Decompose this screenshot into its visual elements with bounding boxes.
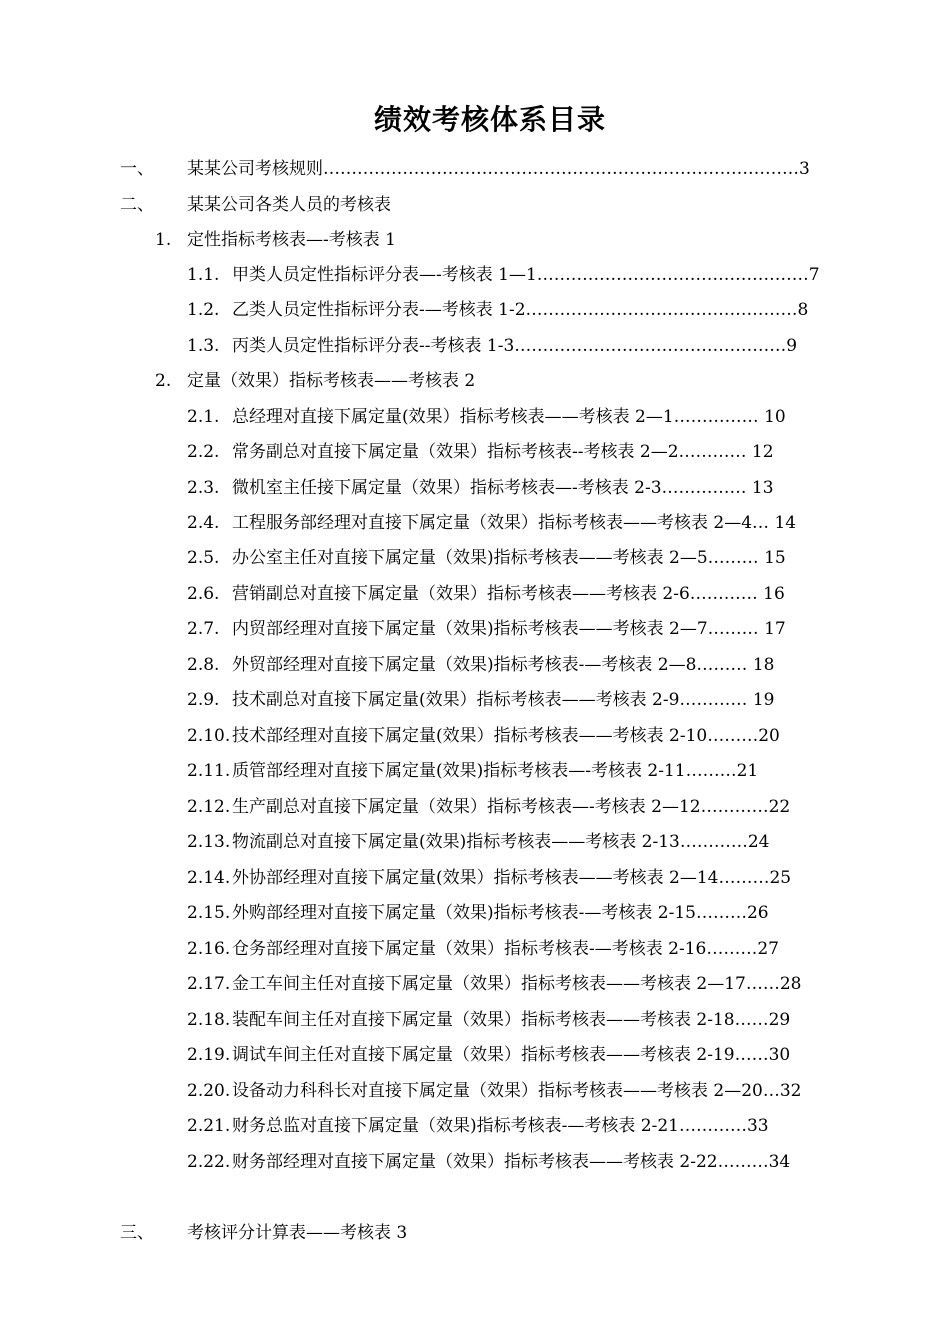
toc-item-number: 2.5. — [187, 548, 220, 568]
toc-item-text: 技术部经理对直接下属定量(效果）指标考核表——考核表 2-10………20 — [232, 726, 780, 746]
toc-item-number: 2.1. — [187, 407, 220, 427]
toc-section-number: 二、 — [120, 195, 154, 215]
toc-item-number: 1.3. — [187, 336, 220, 356]
toc-item-text: 甲类人员定性指标评分表—-考核表 1—1…………………………………………7 — [232, 265, 820, 285]
toc-item-text: 内贸部经理对直接下属定量（效果)指标考核表——考核表 2—7……… 17 — [232, 619, 786, 639]
toc-item-number: 2.17. — [187, 974, 231, 994]
toc-item-text: 财务总监对直接下属定量（效果)指标考核表-—考核表 2-21…………33 — [232, 1116, 769, 1136]
toc-item-text: 金工车间主任对直接下属定量（效果）指标考核表——考核表 2—17……28 — [232, 974, 802, 994]
toc-subsection-text: 定量（效果）指标考核表——考核表 2 — [187, 371, 476, 391]
toc-section-number: 三、 — [120, 1223, 154, 1243]
toc-item-text: 外购部经理对直接下属定量（效果)指标考核表-—考核表 2-15………26 — [232, 903, 769, 923]
toc-item-number: 2.7. — [187, 619, 220, 639]
toc-item-number: 2.13. — [187, 832, 231, 852]
toc-item-text: 办公室主任对直接下属定量（效果)指标考核表——考核表 2—5……… 15 — [232, 548, 786, 568]
toc-item-text: 常务副总对直接下属定量（效果）指标考核表--考核表 2—2………… 12 — [232, 442, 774, 462]
toc-section-text: 某某公司考核规则…………………………………………………………………………3 — [187, 159, 810, 179]
toc-item-number: 2.3. — [187, 478, 220, 498]
toc-item-number: 2.11. — [187, 761, 231, 781]
toc-item-number: 2.8. — [187, 655, 220, 675]
toc-item-number: 2.12. — [187, 797, 231, 817]
toc-item-text: 乙类人员定性指标评分表-—考核表 1-2…………………………………………8 — [232, 300, 809, 320]
toc-item-text: 质管部经理对直接下属定量(效果)指标考核表—-考核表 2-11………21 — [232, 761, 759, 781]
toc-item-number: 2.18. — [187, 1010, 231, 1030]
toc-section-number: 一、 — [120, 159, 154, 179]
toc-subsection-text: 定性指标考核表—-考核表 1 — [187, 230, 396, 250]
toc-item-number: 2.2. — [187, 442, 220, 462]
toc-item-number: 2.14. — [187, 868, 231, 888]
toc-item-text: 装配车间主任对直接下属定量（效果）指标考核表——考核表 2-18……29 — [232, 1010, 791, 1030]
toc-item-text: 技术副总对直接下属定量(效果）指标考核表——考核表 2-9………… 19 — [232, 690, 775, 710]
toc-item-text: 生产副总对直接下属定量（效果）指标考核表—-考核表 2—12…………22 — [232, 797, 791, 817]
toc-item-number: 1.1. — [187, 265, 220, 285]
toc-item-text: 外协部经理对直接下属定量(效果）指标考核表——考核表 2—14………25 — [232, 868, 792, 888]
toc-section-text: 某某公司各类人员的考核表 — [187, 195, 391, 215]
toc-item-number: 2.21. — [187, 1116, 231, 1136]
toc-item-number: 2.15. — [187, 903, 231, 923]
toc-item-text: 物流副总对直接下属定量(效果)指标考核表——考核表 2-13…………24 — [232, 832, 770, 852]
page-title: 绩效考核体系目录 — [373, 103, 606, 136]
toc-item-text: 外贸部经理对直接下属定量（效果)指标考核表-—考核表 2—8……… 18 — [232, 655, 775, 675]
toc-item-number: 2.16. — [187, 939, 231, 959]
toc-item-text: 仓务部经理对直接下属定量（效果）指标考核表-—考核表 2-16………27 — [232, 939, 779, 959]
toc-item-number: 2.20. — [187, 1081, 231, 1101]
toc-item-text: 调试车间主任对直接下属定量（效果）指标考核表——考核表 2-19……30 — [232, 1045, 791, 1065]
toc-item-number: 2.4. — [187, 513, 220, 533]
toc-item-text: 微机室主任接下属定量（效果）指标考核表—-考核表 2-3…………… 13 — [232, 478, 774, 498]
toc-item-text: 总经理对直接下属定量(效果）指标考核表——考核表 2—1…………… 10 — [232, 407, 786, 427]
toc-item-text: 工程服务部经理对直接下属定量（效果）指标考核表——考核表 2—4… 14 — [232, 513, 797, 533]
toc-item-number: 2.22. — [187, 1152, 231, 1172]
toc-item-text: 设备动力科科长对直接下属定量（效果）指标考核表——考核表 2—20…32 — [232, 1081, 802, 1101]
toc-item-number: 2.19. — [187, 1045, 231, 1065]
toc-item-number: 2.6. — [187, 584, 220, 604]
toc-section-text: 考核评分计算表——考核表 3 — [187, 1223, 408, 1243]
toc-subsection-number: 2. — [155, 371, 172, 391]
toc-item-text: 财务部经理对直接下属定量（效果）指标考核表——考核表 2-22………34 — [232, 1152, 791, 1172]
toc-item-number: 2.10. — [187, 726, 231, 746]
toc-item-text: 营销副总对直接下属定量（效果）指标考核表——考核表 2-6………… 16 — [232, 584, 785, 604]
toc-item-number: 1.2. — [187, 300, 220, 320]
toc-item-text: 丙类人员定性指标评分表--考核表 1-3…………………………………………9 — [232, 336, 798, 356]
toc-item-number: 2.9. — [187, 690, 220, 710]
toc-subsection-number: 1. — [155, 230, 172, 250]
